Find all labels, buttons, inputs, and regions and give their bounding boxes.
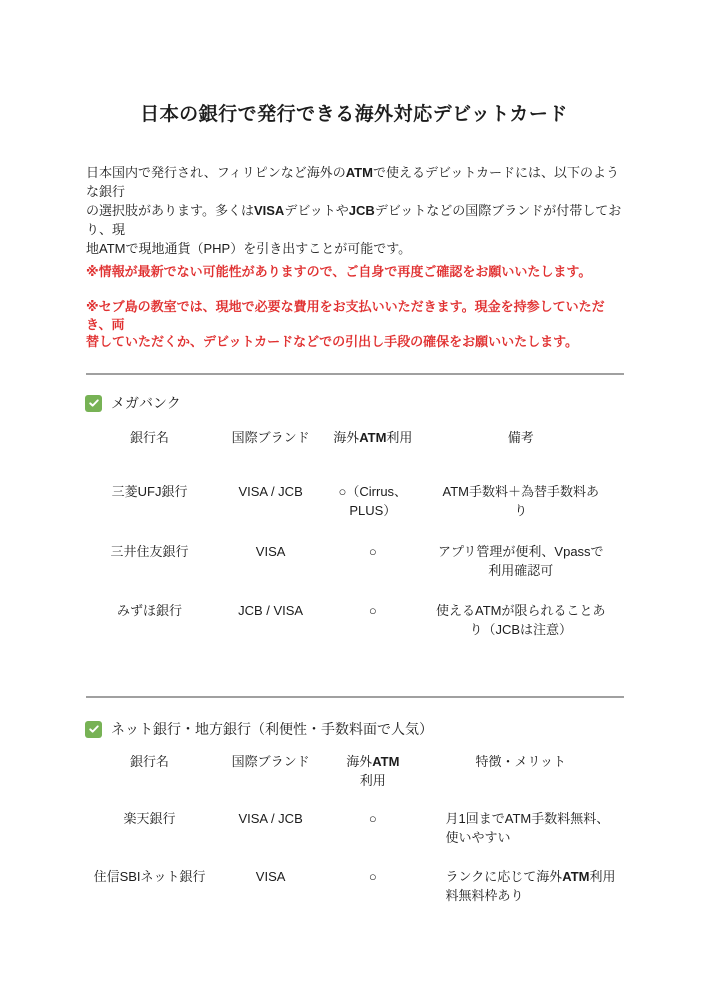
- section-divider: [86, 373, 624, 375]
- section-divider: [86, 696, 624, 698]
- check-icon: [85, 721, 102, 738]
- check-icon: [85, 395, 102, 412]
- atm-availability-cell: ○: [368, 869, 377, 884]
- net-bank-table: [85, 752, 623, 905]
- section-heading-label: メガバンク: [111, 395, 181, 411]
- column-header-brand: 国際ブランド: [231, 754, 310, 769]
- column-header-atm: 海外ATM 利用: [346, 754, 400, 788]
- section-heading-megabank: [85, 393, 181, 413]
- column-header-notes: 備考: [507, 430, 534, 445]
- table-header-row: [85, 428, 623, 447]
- bank-name-cell: みずほ銀行: [117, 603, 183, 618]
- atm-availability-cell: ○: [368, 811, 377, 826]
- bank-name-cell: 三井住友銀行: [110, 544, 189, 559]
- table-row: [85, 867, 623, 905]
- notes-cell: ランクに応じて海外ATM利用 料無料枠あり: [445, 869, 616, 903]
- brand-cell: VISA / JCB: [238, 484, 303, 499]
- notes-cell: 月1回までATM手数料無料、 使いやすい: [445, 811, 610, 845]
- atm-availability-cell: ○: [368, 544, 377, 559]
- intro-paragraph: 日本国内で発行され、フィリピンなど海外のATMで使えるデビットカードには、以下のような銀行 の選択肢があります。多くはVISAデビットやJCBデビットなどの国際ブランドが付帯しており、現 地ATMで現地通貨（PHP）を引き出すことが可能です。: [86, 165, 622, 256]
- section-heading-net-banks: [85, 719, 433, 739]
- table-row: [85, 482, 623, 520]
- column-header-bank-name: 銀行名: [130, 754, 170, 769]
- column-header-brand: 国際ブランド: [231, 430, 310, 445]
- notes-cell: アプリ管理が便利、Vpassで 利用確認可: [437, 544, 604, 578]
- notes-cell: 使えるATMが限られることあ り（JCBは注意）: [436, 603, 606, 637]
- brand-cell: VISA: [255, 544, 286, 559]
- warning-note-2: ※セブ島の教室では、現地で必要な費用をお支払いいただきます。現金を持参していただき、両 替していただくか、デビットカードなどでの引出し手段の確保をお願いいたします。: [86, 299, 605, 349]
- notes-cell: ATM手数料＋為替手数料あ り: [442, 484, 599, 518]
- column-header-atm: 海外ATM利用: [333, 430, 413, 445]
- section-heading-label: ネット銀行・地方銀行（利便性・手数料面で人気）: [111, 721, 433, 737]
- column-header-bank-name: 銀行名: [130, 430, 170, 445]
- bank-name-cell: 住信SBIネット銀行: [93, 869, 206, 884]
- table-header-row: [85, 752, 623, 790]
- bank-name-cell: 三菱UFJ銀行: [111, 484, 188, 499]
- table-row: [85, 809, 623, 847]
- column-header-merit: 特徴・メリット: [475, 754, 566, 769]
- page-title: 日本の銀行で発行できる海外対応デビットカード: [140, 104, 568, 125]
- warning-note-1: ※情報が最新でない可能性がありますので、ご自身で再度ご確認をお願いいたします。: [86, 264, 592, 279]
- brand-cell: JCB / VISA: [238, 603, 304, 618]
- table-row: [85, 542, 623, 580]
- atm-availability-cell: ○（Cirrus、 PLUS）: [338, 484, 408, 518]
- megabank-table: [85, 428, 623, 639]
- brand-cell: VISA: [255, 869, 286, 884]
- table-row: [85, 601, 623, 639]
- bank-name-cell: 楽天銀行: [123, 811, 176, 826]
- atm-availability-cell: ○: [368, 603, 377, 618]
- brand-cell: VISA / JCB: [238, 811, 303, 826]
